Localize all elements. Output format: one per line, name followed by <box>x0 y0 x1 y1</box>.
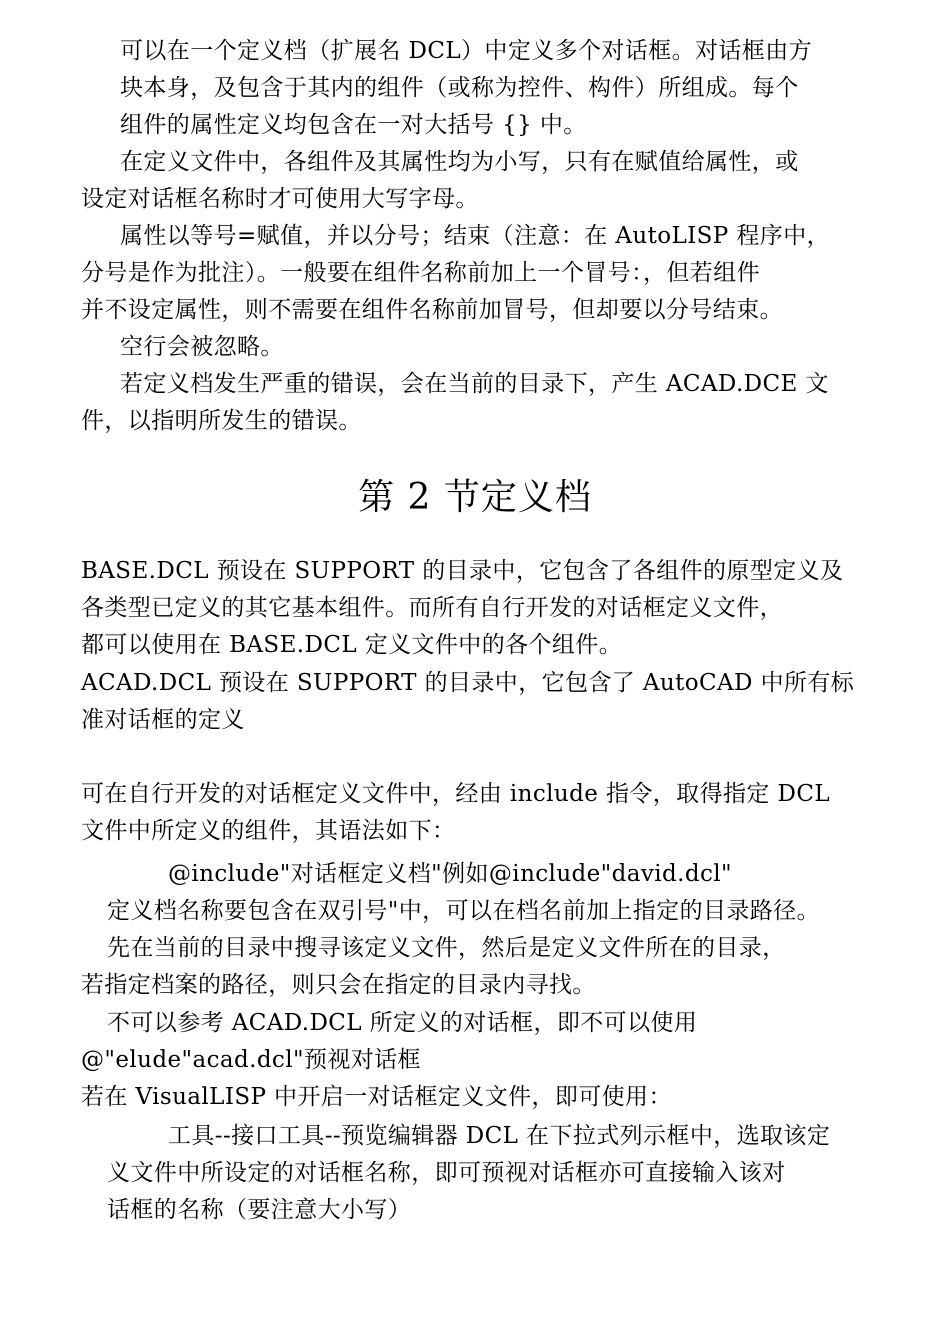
code-example-line: @include"对话框定义档"例如@include"david.dcl" <box>168 861 733 887</box>
paragraph-line: 义文件中所设定的对话框名称，即可预视对话框亦可直接输入该对 <box>107 1160 786 1186</box>
paragraph-line: 先在当前的目录中搜寻该定义文件，然后是定义文件所在的目录， <box>107 935 786 961</box>
paragraph-line: 文件中所定义的组件，其语法如下： <box>81 818 456 844</box>
paragraph-line: 准对话框的定义 <box>81 707 245 733</box>
paragraph-line: ACAD.DCL 预设在 SUPPORT 的目录中，它包含了 AutoCAD 中所有标 <box>81 670 855 696</box>
paragraph-line: 块本身，及包含于其内的组件（或称为控件、构件）所组成。每个 <box>120 75 799 101</box>
paragraph-line: 都可以使用在 BASE.DCL 定义文件中的各个组件。 <box>81 632 623 658</box>
paragraph-line: 话框的名称（要注意大小写） <box>107 1197 412 1223</box>
paragraph-line: 各类型已定义的其它基本组件。而所有自行开发的对话框定义文件， <box>81 595 783 621</box>
paragraph-line: 件，以指明所发生的错误。 <box>81 408 362 434</box>
paragraph-line: 在定义文件中，各组件及其属性均为小写，只有在赋值给属性，或 <box>120 149 799 175</box>
paragraph-line: 并不设定属性，则不需要在组件名称前加冒号，但却要以分号结束。 <box>81 297 783 323</box>
section-heading: 第 2 节定义档 <box>358 477 592 518</box>
paragraph-line: 分号是作为批注）。一般要在组件名称前加上一个冒号：，但若组件 <box>81 260 760 286</box>
paragraph-line: 空行会被忽略。 <box>120 334 284 360</box>
paragraph-line: 可在自行开发的对话框定义文件中，经由 include 指令，取得指定 DCL <box>81 781 830 807</box>
paragraph-line: 定义档名称要包含在双引号"中，可以在档名前加上指定的目录路径。 <box>107 898 820 924</box>
code-example-line: @"elude"acad.dcl"预视对话框 <box>81 1047 421 1073</box>
paragraph-line: 不可以参考 ACAD.DCL 所定义的对话框，即不可以使用 <box>107 1010 698 1036</box>
paragraph-line: 若指定档案的路径，则只会在指定的目录内寻找。 <box>81 972 596 998</box>
paragraph-line: 组件的属性定义均包含在一对大括号 {} 中。 <box>120 112 587 138</box>
paragraph-line: 可以在一个定义档（扩展名 DCL）中定义多个对话框。对话框由方 <box>120 38 813 64</box>
paragraph-line: 工具--接口工具--预览编辑器 DCL 在下拉式列示框中，选取该定 <box>168 1123 831 1149</box>
paragraph-line: 若定义档发生严重的错误，会在当前的目录下，产生 ACAD.DCE 文 <box>120 371 829 397</box>
paragraph-line: BASE.DCL 预设在 SUPPORT 的目录中，它包含了各组件的原型定义及 <box>81 558 844 584</box>
paragraph-line: 属性以等号=赋值，并以分号；结束（注意：在 AutoLISP 程序中， <box>120 223 830 249</box>
paragraph-line: 设定对话框名称时才可使用大写字母。 <box>81 186 479 212</box>
paragraph-line: 若在 VisualLISP 中开启一对话框定义文件，即可使用： <box>81 1084 672 1110</box>
